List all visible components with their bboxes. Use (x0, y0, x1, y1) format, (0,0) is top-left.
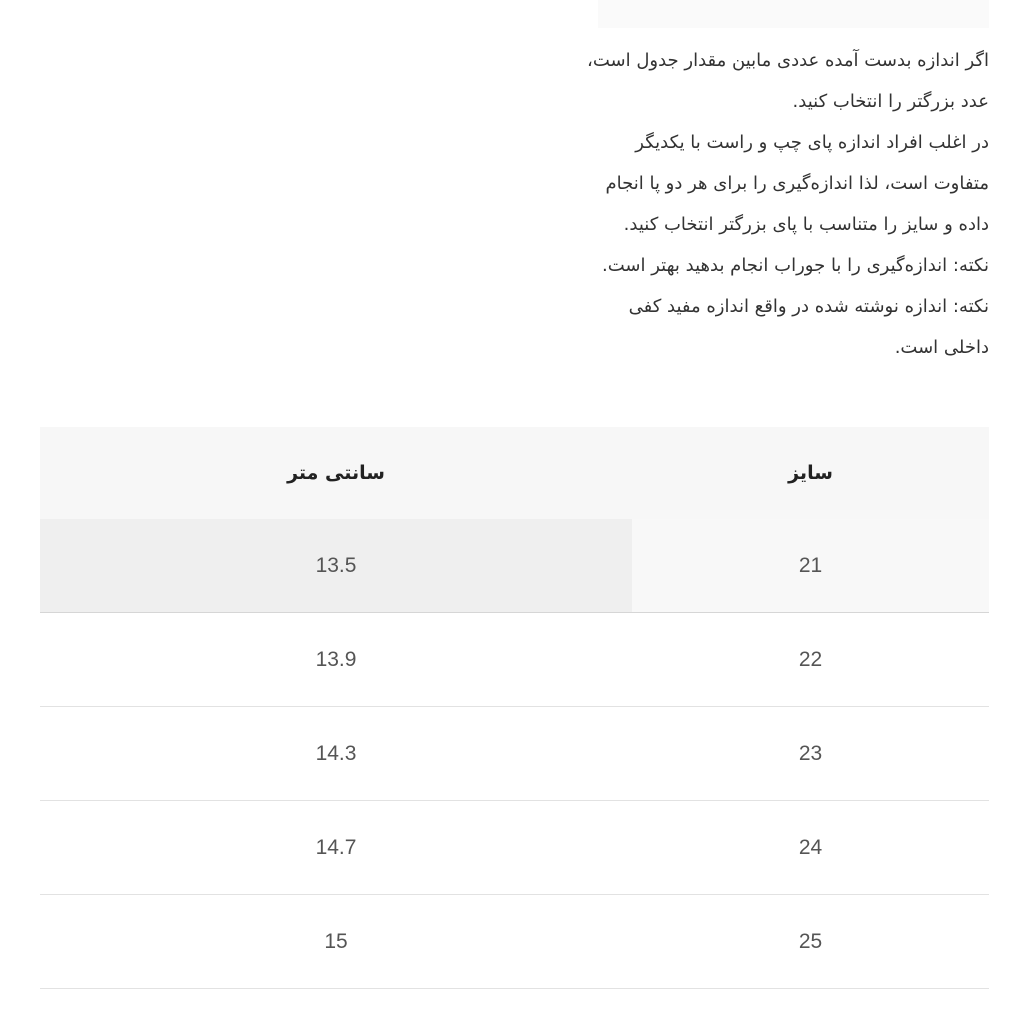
note-line: متفاوت است، لذا اندازه‌گیری را برای هر دو پا انجام (605, 173, 989, 194)
size-chart-table (40, 427, 989, 989)
top-banner-strip (598, 0, 989, 28)
header-centimeter: سانتی متر (287, 462, 385, 484)
note-line: عدد بزرگتر را انتخاب کنید. (792, 91, 989, 112)
note-line: داخلی است. (894, 337, 989, 358)
cm-value: 13.9 (315, 647, 357, 671)
table-row (40, 613, 989, 707)
note-line: داده و سایز را متناسب با پای بزرگتر انتخاب کنید. (623, 214, 989, 235)
cm-value: 14.7 (315, 835, 357, 859)
table-row (40, 519, 989, 613)
table-row (40, 895, 989, 989)
size-guide-notes (569, 40, 989, 368)
note-line: نکته: اندازه‌گیری را با جوراب انجام بدهید بهتر است. (602, 255, 989, 276)
size-value: 21 (632, 519, 989, 612)
size-value: 23 (798, 741, 823, 765)
header-size: سایز (788, 462, 833, 484)
cm-value: 14.3 (315, 741, 357, 765)
table-header-row (40, 427, 989, 519)
cm-value: 15 (324, 929, 348, 953)
cm-value: 13.5 (40, 519, 632, 612)
size-value: 22 (798, 647, 823, 671)
note-line: نکته: اندازه نوشته شده در واقع اندازه مفید کفی (628, 296, 989, 317)
note-line: اگر اندازه بدست آمده عددی مابین مقدار جدول است، (587, 50, 989, 71)
table-row (40, 707, 989, 801)
size-value: 24 (798, 835, 823, 859)
table-row (40, 801, 989, 895)
size-value: 25 (798, 929, 823, 953)
note-line: در اغلب افراد اندازه پای چپ و راست با یکدیگر (635, 132, 989, 153)
